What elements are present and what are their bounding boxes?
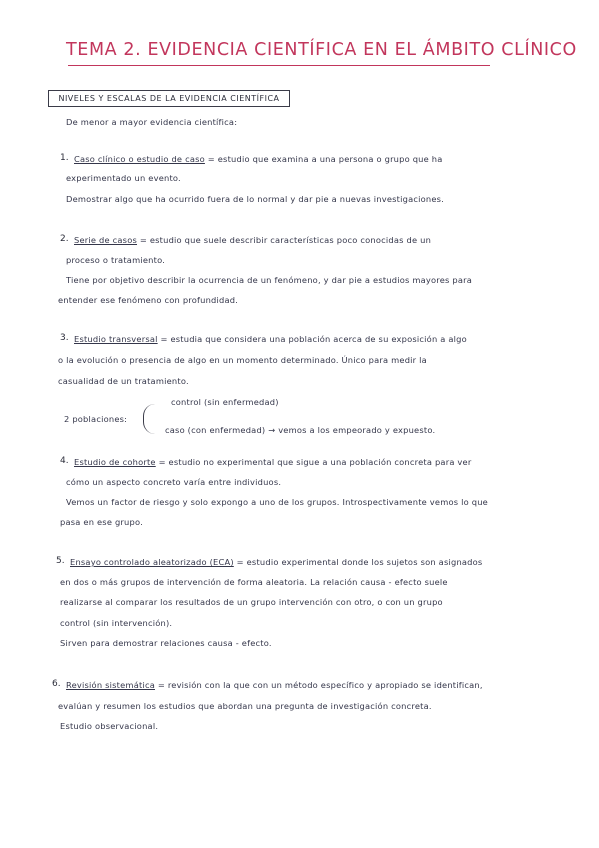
item-text: Vemos un factor de riesgo y solo expongo a uno de los grupos. Introspectivamente vemos lo que [66, 497, 488, 507]
item-text: realizarse al comparar los resultados de un grupo intervención con otro, o con un grupo [60, 597, 443, 607]
item-text: = estudio experimental donde los sujetos son asignados [236, 557, 483, 567]
item-text: pasa en ese grupo. [60, 517, 143, 527]
item-6-first-line [66, 680, 483, 690]
item-text: evalúan y resumen los estudios que abordan una pregunta de investigación concreta. [58, 701, 432, 711]
item-term: Revisión sistemática [66, 680, 155, 690]
item-text: entender ese fenómeno con profundidad. [58, 295, 239, 305]
population-control: control (sin enfermedad) [171, 397, 279, 407]
item-text: Sirven para demostrar relaciones causa - efecto. [60, 638, 272, 648]
item-number: 6. [52, 679, 61, 689]
populations-label: 2 poblaciones: [64, 414, 128, 424]
item-text: control (sin intervención). [60, 618, 173, 628]
item-number: 1. [60, 153, 69, 163]
item-text: = estudia que considera una población acerca de su exposición a algo [160, 334, 467, 344]
item-2-first-line [74, 235, 431, 245]
item-term: Serie de casos [74, 235, 138, 245]
item-term: Caso clínico o estudio de caso [74, 154, 205, 164]
item-text: Estudio observacional. [60, 721, 159, 731]
item-number: 4. [60, 456, 69, 466]
item-text: Tiene por objetivo describir la ocurrencia de un fenómeno, y dar pie a estudios mayores para [66, 275, 473, 285]
population-case [165, 425, 435, 435]
populations-brace [143, 404, 156, 434]
page-title: TEMA 2. EVIDENCIA CIENTÍFICA EN EL ÁMBITO CLÍNICO [66, 40, 577, 60]
item-number: 5. [56, 556, 65, 566]
item-number: 3. [60, 333, 69, 343]
population-case-label: caso (con enfermedad) [165, 425, 266, 435]
item-text: cómo un aspecto concreto varía entre individuos. [66, 477, 282, 487]
item-text: = estudio que suele describir características poco conocidas de un [139, 235, 432, 245]
item-5-first-line [70, 557, 482, 567]
item-text: proceso o tratamiento. [66, 255, 166, 265]
item-number: 2. [60, 234, 69, 244]
intro-text: De menor a mayor evidencia científica: [66, 117, 238, 127]
item-text: o la evolución o presencia de algo en un momento determinado. Único para medir la [58, 355, 427, 365]
item-term: Estudio transversal [74, 334, 158, 344]
section-heading: NIVELES Y ESCALAS DE LA EVIDENCIA CIENTÍFICA [48, 90, 290, 107]
item-term: Ensayo controlado aleatorizado (ECA) [70, 557, 234, 567]
population-arrow-text: → vemos a los empeorado y expuesto. [268, 425, 436, 435]
item-text: Demostrar algo que ha ocurrido fuera de lo normal y dar pie a nuevas investigaciones. [66, 194, 445, 204]
item-1-first-line [74, 154, 443, 164]
item-3-first-line [74, 334, 467, 344]
item-text: = estudio no experimental que sigue a una población concreta para ver [158, 457, 472, 467]
item-text: en dos o más grupos de intervención de forma aleatoria. La relación causa - efecto suele [60, 577, 448, 587]
item-text: = revisión con la que con un método específico y apropiado se identifican, [157, 680, 483, 690]
item-4-first-line [74, 457, 471, 467]
title-underline [68, 65, 490, 66]
item-text: = estudio que examina a una persona o grupo que ha [207, 154, 443, 164]
item-text: casualidad de un tratamiento. [58, 376, 189, 386]
item-text: experimentado un evento. [66, 173, 181, 183]
item-term: Estudio de cohorte [74, 457, 156, 467]
